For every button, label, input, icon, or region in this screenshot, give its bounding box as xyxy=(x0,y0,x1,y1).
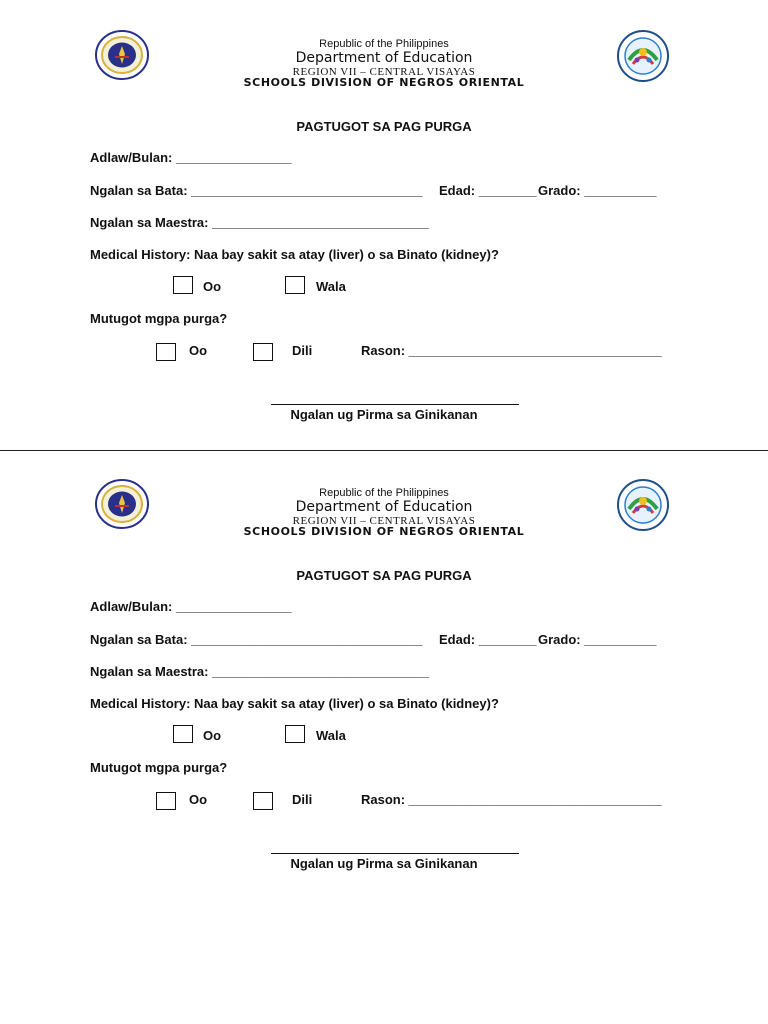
date-field[interactable]: Adlaw/Bulan: ________________ xyxy=(90,599,292,614)
medical-yes-checkbox[interactable] xyxy=(173,725,193,743)
grade-field[interactable]: Grado: __________ xyxy=(538,183,657,198)
republic-text: Republic of the Philippines xyxy=(319,38,449,50)
consent-no-checkbox[interactable] xyxy=(253,343,273,361)
medical-no-label: Wala xyxy=(316,728,346,743)
consent-no-checkbox[interactable] xyxy=(253,792,273,810)
age-field[interactable]: Edad: ________ xyxy=(439,183,537,198)
consent-no-label: Dili xyxy=(292,343,313,358)
reason-field[interactable]: Rason: ___________________________________ xyxy=(361,343,662,358)
consent-form-2 xyxy=(0,449,768,889)
teacher-name-field[interactable]: Ngalan sa Maestra: ______________________________ xyxy=(90,664,430,679)
medical-no-checkbox[interactable] xyxy=(285,276,305,294)
division-text: SCHOOLS DIVISION OF NEGROS ORIENTAL xyxy=(243,525,525,538)
form-title: PAGTUGOT SA PAG PURGA xyxy=(296,568,472,583)
consent-no-label: Dili xyxy=(292,792,313,807)
reason-field[interactable]: Rason: ___________________________________ xyxy=(361,792,662,807)
date-field[interactable]: Adlaw/Bulan: ________________ xyxy=(90,150,292,165)
department-text: Department of Education xyxy=(295,499,473,515)
consent-question: Mutugot mgpa purga? xyxy=(90,760,228,775)
consent-form-1 xyxy=(0,0,768,440)
consent-yes-label: Oo xyxy=(189,343,208,358)
division-text: SCHOOLS DIVISION OF NEGROS ORIENTAL xyxy=(243,76,525,89)
medical-history-question: Medical History: Naa bay sakit sa atay (liver) o sa Binato (kidney)? xyxy=(90,247,499,262)
medical-yes-checkbox[interactable] xyxy=(173,276,193,294)
medical-no-label: Wala xyxy=(316,279,346,294)
consent-question: Mutugot mgpa purga? xyxy=(90,311,228,326)
medical-history-question: Medical History: Naa bay sakit sa atay (liver) o sa Binato (kidney)? xyxy=(90,696,499,711)
department-text: Department of Education xyxy=(295,50,473,66)
signature-line[interactable] xyxy=(271,853,519,854)
medical-no-checkbox[interactable] xyxy=(285,725,305,743)
form-title: PAGTUGOT SA PAG PURGA xyxy=(296,119,472,134)
age-field[interactable]: Edad: ________ xyxy=(439,632,537,647)
region-text: REGION VII – CENTRAL VISAYAS xyxy=(292,66,476,78)
teacher-name-field[interactable]: Ngalan sa Maestra: ______________________________ xyxy=(90,215,430,230)
grade-field[interactable]: Grado: __________ xyxy=(538,632,657,647)
medical-yes-label: Oo xyxy=(203,728,222,743)
medical-yes-label: Oo xyxy=(203,279,222,294)
child-name-field[interactable]: Ngalan sa Bata: ________________________________ xyxy=(90,183,423,198)
consent-yes-checkbox[interactable] xyxy=(156,792,176,810)
republic-text: Republic of the Philippines xyxy=(319,487,449,499)
region-text: REGION VII – CENTRAL VISAYAS xyxy=(292,515,476,527)
child-name-field[interactable]: Ngalan sa Bata: ________________________________ xyxy=(90,632,423,647)
signature-label: Ngalan ug Pirma sa Ginikanan xyxy=(290,407,478,422)
consent-yes-label: Oo xyxy=(189,792,208,807)
signature-line[interactable] xyxy=(271,404,519,405)
signature-label: Ngalan ug Pirma sa Ginikanan xyxy=(290,856,478,871)
consent-yes-checkbox[interactable] xyxy=(156,343,176,361)
